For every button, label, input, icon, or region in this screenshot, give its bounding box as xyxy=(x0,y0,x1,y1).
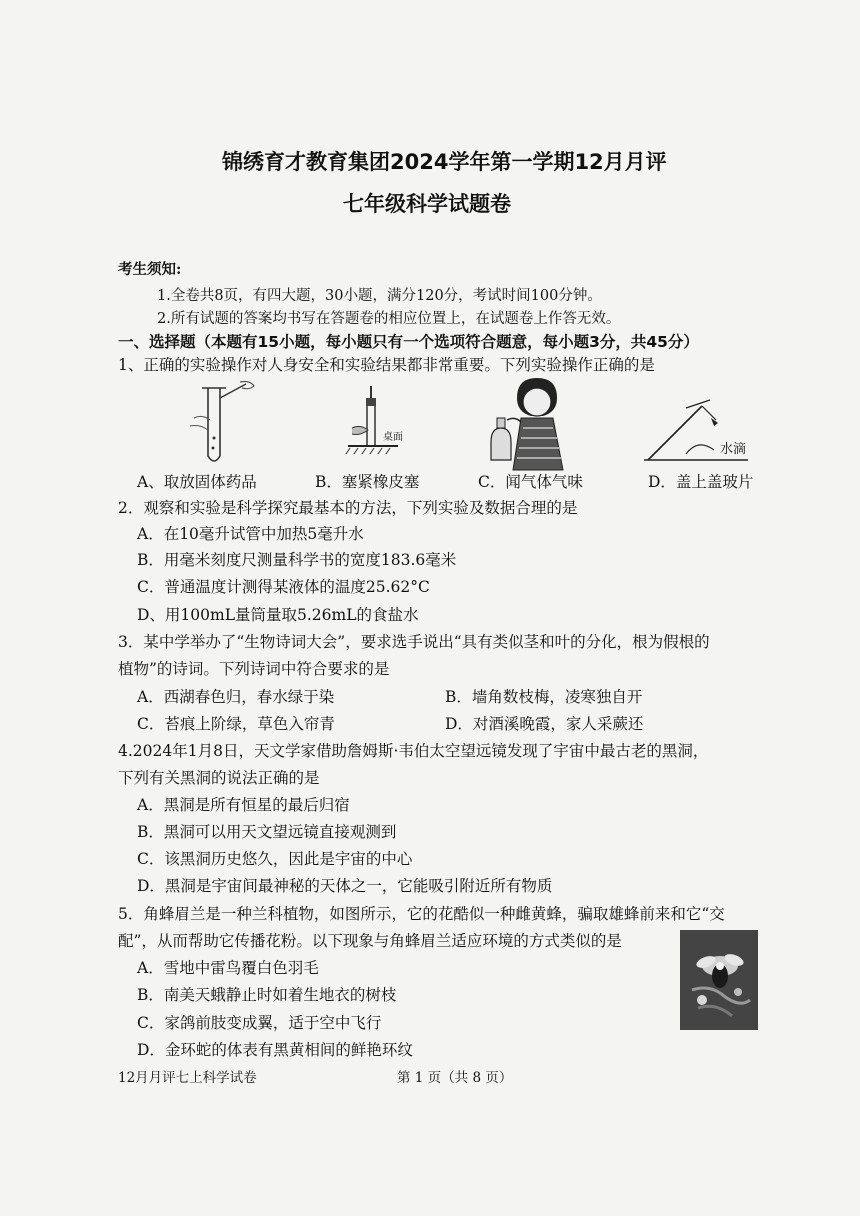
q1-option-d: D．盖上盖玻片 xyxy=(648,473,754,491)
q3-option-c: C．苔痕上阶绿，草色入帘青 xyxy=(137,715,335,733)
q1-option-c: C．闻气体气味 xyxy=(478,473,583,491)
exam-title: 锦绣育才教育集团2024学年第一学期12月月评 xyxy=(222,150,667,174)
question-5-stem-line-2: 配”，从而帮助它传播花粉。以下现象与角蜂眉兰适应环境的方式类似的是 xyxy=(118,932,622,950)
question-4-stem-line-2: 下列有关黑洞的说法正确的是 xyxy=(118,769,320,787)
figure-b-stopper-icon xyxy=(338,378,418,468)
q4-option-d: D．黑洞是宇宙间最神秘的天体之一，它能吸引附近所有物质 xyxy=(137,877,553,895)
q2-option-a: A．在10毫升试管中加热5毫升水 xyxy=(137,525,364,543)
footer-page-number: 第 1 页（共 8 页） xyxy=(397,1070,513,1086)
exam-subtitle: 七年级科学试题卷 xyxy=(343,192,511,216)
figure-a-test-tube-icon xyxy=(180,378,260,468)
q5-option-b: B．南美天蛾静止时如着生地衣的树枝 xyxy=(137,986,397,1004)
question-1-stem: 1、正确的实验操作对人身安全和实验结果都非常重要。下列实验操作正确的是 xyxy=(118,356,655,374)
figure-d-cover-slip-icon xyxy=(640,398,750,468)
q3-option-d: D．对酒溪晚霞，家人采蕨还 xyxy=(445,715,644,733)
notice-heading: 考生须知: xyxy=(118,261,182,278)
question-3-stem-line-2: 植物”的诗词。下列诗词中符合要求的是 xyxy=(118,660,390,678)
q1-option-b: B．塞紧橡皮塞 xyxy=(315,473,420,491)
figure-d-water-label: 水滴 xyxy=(720,442,747,457)
q4-option-b: B．黑洞可以用天文望远镜直接观测到 xyxy=(137,823,397,841)
q1-option-a: A、取放固体药品 xyxy=(137,473,257,491)
q3-option-a: A．西湖春色归，春水绿于染 xyxy=(137,688,335,706)
q2-option-d: D、用100mL量筒量取5.26mL的食盐水 xyxy=(137,606,419,624)
notice-item-1: 1.全卷共8页，有四大题，30小题，满分120分，考试时间100分钟。 xyxy=(157,288,602,304)
q5-option-a: A．雪地中雷鸟覆白色羽毛 xyxy=(137,959,319,977)
question-4-stem-line-1: 4.2024年1月8日，天文学家借助詹姆斯·韦伯太空望远镜发现了宇宙中最古老的黑洞， xyxy=(118,742,709,760)
q5-option-d: D．金环蛇的体表有黑黄相间的鲜艳环纹 xyxy=(137,1041,413,1059)
q2-option-b: B．用毫米刻度尺测量科学书的宽度183.6毫米 xyxy=(137,551,457,569)
q4-option-c: C．该黑洞历史悠久，因此是宇宙的中心 xyxy=(137,850,413,868)
q5-option-c: C．家鸽前肢变成翼，适于空中飞行 xyxy=(137,1014,382,1032)
q4-option-a: A．黑洞是所有恒星的最后归宿 xyxy=(137,796,350,814)
section-heading: 一、选择题（本题有15小题，每小题只有一个选项符合题意，每小题3分，共45分） xyxy=(118,333,699,351)
figure-c-smell-icon xyxy=(487,372,577,472)
question-2-stem: 2．观察和实验是科学探究最基本的方法，下列实验及数据合理的是 xyxy=(118,499,578,517)
footer-exam-name: 12月月评七上科学试卷 xyxy=(118,1070,257,1086)
notice-item-2: 2.所有试题的答案均书写在答题卷的相应位置上，在试题卷上作答无效。 xyxy=(157,311,621,327)
question-5-stem-line-1: 5．角蜂眉兰是一种兰科植物，如图所示，它的花酷似一种雌黄蜂，骗取雄蜂前来和它“交 xyxy=(118,905,725,923)
q2-option-c: C．普通温度计测得某液体的温度25.62°C xyxy=(137,578,430,596)
q3-option-b: B．墙角数枝梅，凌寒独自开 xyxy=(445,688,643,706)
question-3-stem-line-1: 3．某中学举办了“生物诗词大会”，要求选手说出“具有类似茎和叶的分化，根为假根的 xyxy=(118,633,710,651)
figure-b-desk-label: 桌面 xyxy=(383,432,403,443)
orchid-photo-image xyxy=(680,930,758,1030)
